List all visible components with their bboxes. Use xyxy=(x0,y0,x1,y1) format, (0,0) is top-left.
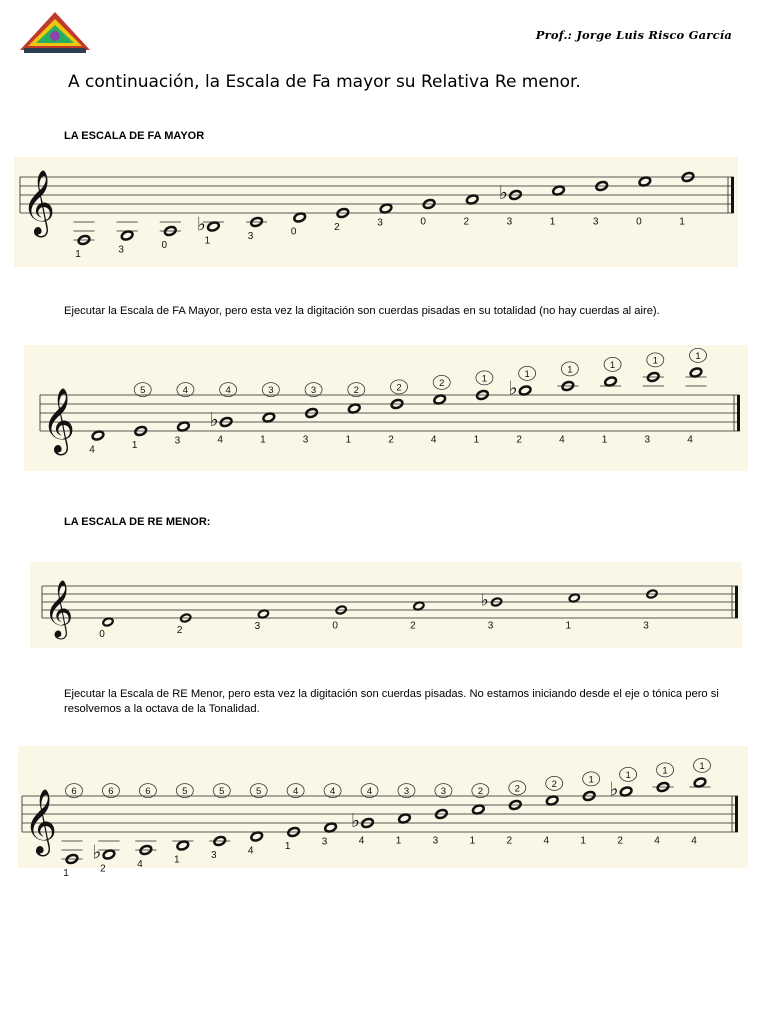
finger-number: 3 xyxy=(302,434,309,446)
whole-note xyxy=(348,403,361,414)
finger-number: 3 xyxy=(506,216,513,228)
whole-note xyxy=(546,795,559,806)
whole-note xyxy=(472,804,485,815)
finger-number: 1 xyxy=(469,835,476,847)
intro-text: A continuación, la Escala de Fa mayor su Relativa Re menor. xyxy=(68,72,581,92)
flat-sign-icon: ♭ xyxy=(480,590,489,610)
string-number: 1 xyxy=(652,355,658,367)
string-number: 4 xyxy=(292,786,299,798)
whole-note xyxy=(552,185,565,196)
string-number: 1 xyxy=(662,765,668,777)
whole-note xyxy=(250,831,263,842)
finger-number: 3 xyxy=(210,850,217,862)
whole-note xyxy=(693,777,706,788)
string-number: 1 xyxy=(609,359,616,371)
whole-note xyxy=(262,412,275,423)
finger-number: 1 xyxy=(63,868,69,880)
finger-number: 1 xyxy=(174,854,180,866)
finger-number: 2 xyxy=(334,222,340,234)
whole-note xyxy=(433,394,446,405)
string-number: 4 xyxy=(329,786,336,798)
fa-major-instruction: Ejecutar la Escala de FA Mayor, pero esta vez la digitación son cuerdas pisadas en su totalidad (no hay cuerdas al aire). xyxy=(64,305,660,317)
whole-note xyxy=(324,822,337,833)
whole-note xyxy=(102,849,115,860)
finger-number: 4 xyxy=(89,444,95,456)
finger-number: 2 xyxy=(617,835,623,847)
finger-number: 1 xyxy=(345,434,352,446)
fa-major-title: LA ESCALA DE FA MAYOR xyxy=(64,130,205,142)
string-number: 3 xyxy=(268,385,274,397)
string-number: 6 xyxy=(108,786,114,798)
flat-sign-icon: ♭ xyxy=(498,183,508,205)
whole-note xyxy=(398,813,411,824)
flat-sign-icon: ♭ xyxy=(350,811,360,833)
finger-number: 1 xyxy=(284,841,291,853)
finger-number: 1 xyxy=(473,434,480,446)
finger-number: 4 xyxy=(247,845,254,857)
flat-sign-icon: ♭ xyxy=(508,378,518,400)
finger-number: 1 xyxy=(565,620,572,632)
finger-number: 3 xyxy=(644,434,651,446)
whole-note xyxy=(620,786,633,797)
finger-number: 3 xyxy=(254,621,261,633)
string-number: 6 xyxy=(145,786,151,798)
string-number: 1 xyxy=(588,774,594,786)
whole-note xyxy=(638,176,651,187)
final-barline-thick xyxy=(737,395,740,431)
whole-note xyxy=(466,194,479,205)
final-barline-thick xyxy=(731,177,734,213)
finger-number: 4 xyxy=(137,859,143,871)
final-barline-thick xyxy=(735,796,738,832)
string-number: 4 xyxy=(182,385,189,397)
whole-note xyxy=(258,609,270,619)
flat-sign-icon: ♭ xyxy=(209,410,219,432)
string-number: 2 xyxy=(396,382,402,394)
finger-number: 4 xyxy=(430,434,437,446)
finger-number: 2 xyxy=(506,835,513,847)
re-minor-stopped-staff xyxy=(18,746,748,880)
treble-clef-icon: 𝄞 xyxy=(44,580,74,637)
re-minor-open-staff xyxy=(30,562,742,648)
final-barline-thick xyxy=(735,586,738,618)
treble-clef-icon: 𝄞 xyxy=(24,789,57,853)
finger-number: 1 xyxy=(601,434,608,446)
string-number: 1 xyxy=(699,760,705,772)
whole-note xyxy=(413,601,425,611)
string-number: 1 xyxy=(695,350,701,362)
whole-note xyxy=(177,421,190,432)
finger-number: 4 xyxy=(687,434,693,446)
treble-clef-icon: 𝄞 xyxy=(42,388,75,452)
finger-number: 1 xyxy=(131,440,138,452)
finger-number: 3 xyxy=(377,217,383,229)
whole-note xyxy=(689,367,702,378)
finger-number: 0 xyxy=(290,226,297,238)
string-number: 4 xyxy=(366,786,373,798)
whole-note xyxy=(176,840,189,851)
flat-sign-icon: ♭ xyxy=(92,842,102,864)
fa-major-stopped-staff xyxy=(24,345,748,471)
string-number: 5 xyxy=(140,385,146,397)
finger-number: 1 xyxy=(75,249,81,261)
finger-number: 4 xyxy=(217,434,223,446)
finger-number: 1 xyxy=(395,835,402,847)
finger-number: 4 xyxy=(654,835,660,847)
finger-number: 3 xyxy=(321,836,328,848)
finger-number: 1 xyxy=(260,434,266,446)
whole-note xyxy=(102,617,114,627)
finger-number: 4 xyxy=(358,835,365,847)
finger-number: 2 xyxy=(176,625,183,637)
finger-number: 0 xyxy=(420,216,426,228)
string-number: 2 xyxy=(551,778,557,790)
finger-number: 2 xyxy=(516,434,522,446)
re-minor-instruction: Ejecutar la Escala de RE Menor, pero esta vez la digitación son cuerdas pisadas. No estamos iniciando desde el eje o tónica pero si resolvemos a la octava de la Tonalidad. xyxy=(64,688,719,715)
whole-note xyxy=(121,230,134,241)
string-number: 3 xyxy=(403,786,410,798)
whole-note xyxy=(293,212,306,223)
finger-number: 3 xyxy=(487,620,494,632)
finger-number: 4 xyxy=(543,835,550,847)
string-number: 1 xyxy=(524,368,530,380)
finger-number: 0 xyxy=(161,240,168,252)
string-number: 1 xyxy=(567,364,573,376)
fa-major-open-staff xyxy=(14,157,738,267)
flat-sign-icon: ♭ xyxy=(609,779,619,801)
string-number: 4 xyxy=(225,385,231,397)
whole-note xyxy=(519,385,532,396)
string-number: 2 xyxy=(477,786,484,798)
string-number: 1 xyxy=(481,373,488,385)
finger-number: 2 xyxy=(410,620,416,632)
whole-note xyxy=(604,376,617,387)
string-number: 5 xyxy=(219,786,225,798)
finger-number: 0 xyxy=(636,216,642,228)
school-logo xyxy=(18,10,92,54)
string-number: 1 xyxy=(625,769,631,781)
finger-number: 0 xyxy=(332,620,338,632)
whole-note xyxy=(568,593,580,603)
finger-number: 3 xyxy=(592,216,599,228)
finger-number: 2 xyxy=(388,434,394,446)
finger-number: 1 xyxy=(204,235,211,247)
finger-number: 3 xyxy=(174,435,181,447)
finger-number: 1 xyxy=(679,216,685,228)
re-minor-title: LA ESCALA DE RE MENOR: xyxy=(64,516,211,528)
string-number: 2 xyxy=(353,385,359,397)
string-number: 2 xyxy=(514,783,520,795)
whole-note xyxy=(207,221,220,232)
finger-number: 3 xyxy=(643,620,649,632)
string-number: 6 xyxy=(71,786,77,798)
finger-number: 4 xyxy=(559,434,565,446)
whole-note xyxy=(91,430,104,441)
finger-number: 2 xyxy=(463,216,470,228)
finger-number: 2 xyxy=(100,863,106,875)
whole-note xyxy=(379,203,392,214)
string-number: 5 xyxy=(256,786,262,798)
finger-number: 3 xyxy=(432,835,439,847)
author-name: Prof.: Jorge Luis Risco García xyxy=(535,28,732,42)
flat-sign-icon: ♭ xyxy=(196,214,206,236)
string-number: 3 xyxy=(310,385,317,397)
finger-number: 1 xyxy=(549,216,556,228)
treble-clef-icon: 𝄞 xyxy=(22,170,55,234)
string-number: 5 xyxy=(182,786,188,798)
string-number: 2 xyxy=(439,377,445,389)
finger-number: 3 xyxy=(118,244,124,256)
finger-number: 4 xyxy=(691,835,697,847)
finger-number: 0 xyxy=(99,629,105,641)
string-number: 3 xyxy=(440,786,447,798)
finger-number: 3 xyxy=(247,231,254,243)
finger-number: 1 xyxy=(580,835,586,847)
